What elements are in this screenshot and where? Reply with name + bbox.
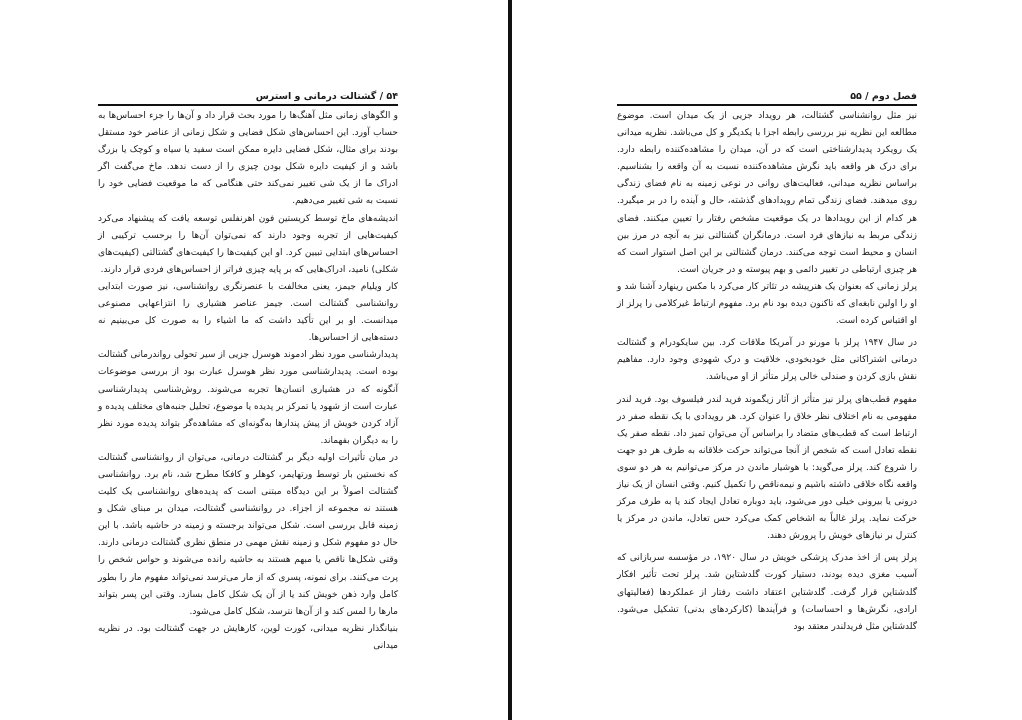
paragraph: پرلز زمانی که بعنوان یک هنرپیشه در تئاتر کار می‌کرد با مکس رینهارد آشنا شد و او را اولین نابغه‌ای که تاکنون دیده بود نام برد. مفهوم ارتباط غیرکلامی را پرلز از او اقتباس کرده است. — [617, 281, 917, 327]
paragraph: مفهوم قطب‌های پرلز نیز متأثر از آثار زیگموند فرید لندر فیلسوف بود. فرید لندر مفهومی به نام اختلاف نظر خلاق را عنوان کرد. هر رویدادی با یک نقطه صفر در ارتباط است که قطب‌های متضاد را براساس آن می‌توان تمیز داد. نقطه صفر یک نقطه تعادل است که شخص از آنجا می‌تواند حرکت خلاقانه به طرف هر دو جهت را شروع کند. پرلز می‌گوید: با هوشیار ماندن در مرکز می‌توانیم به هر دو سوی واقعه نگاه خلاقی داشته باشیم و نیمه‌ناقص را تکمیل کنیم. وقتی انسان از یک نیاز درونی یا بیرونی خیلی دور می‌شود، باید دوباره تعادل ایجاد کند یا به طرف مرکز حرکت نماید. پرلز غالباً به اشخاص کمک می‌کرد حس تعادل، ماندن در مرکز یا کنترل بر نیازهای خویش را پرورش دهند. — [617, 394, 917, 542]
paragraph: بنیانگذار نظریه میدانی، کورت لوین، کارهایش در جهت گشتالت بود. در نظریه میدانی — [98, 623, 398, 651]
right-running-head — [617, 86, 917, 104]
paragraph: پدیدارشناسی مورد نظر ادموند هوسرل جزیی از سیر تحولی رواندرمانی گشتالت بوده است. پدیدارشناسی مورد نظر هوسرل عبارت بود از بررسی موضوعات آنگونه که در هشیاری انسان‌ها تجربه می‌شوند. روش‌شناسی پدیدارشناسی عبارت است از شهود یا تمرکز بر پدیده یا موضوع، تحلیل جنبه‌های مختلف پدیده و آزاد کردن خویش از پیش پندارها به‌گونه‌ای که مشاهده‌گر بتواند پدیده مورد نظر را به دیگران بفهماند. — [98, 350, 398, 446]
right-header-text: فصل دوم / ۵۵ — [850, 91, 917, 102]
left-body-text — [98, 108, 398, 655]
paragraph: نیز مثل روانشناسی گشتالت، هر رویداد جزیی از یک میدان است. موضوع مطالعه این نظریه نیز بررسی رابطه اجزا با یکدیگر و کل می‌باشد. نظریه میدانی یک رویکرد پدیدارشناختی است که در آن، میدان را مشاهده‌کننده رابطه دارد. برای درک هر واقعه باید نگرش مشاهده‌کننده نسبت به آن واقعه را بشناسیم. براساس نظریه میدانی، فعالیت‌های روانی در نوعی زمینه به نام فضای زندگی روی میدهند. فضای زندگی تمام رویدادهای گذشته، حال و آینده را در بر میگیرد. هر کدام از این رویدادها در یک موقعیت مشخص رفتار را تعیین میکنند. فضای زندگی مربط به نیازهای فرد است. درمانگران گشتالتی نیز به آنچه در مرز بین انسان و محیط است توجه می‌کنند. درمان گشتالتی بر این اصل استوار است که هر چیزی ارتباطی در تغییر دائمی و بهم پیوسته و در جریان است. — [617, 111, 917, 275]
left-header-rule — [98, 104, 398, 106]
paragraph: کار ویلیام جیمز، یعنی مخالفت با عنصرنگری روانشناسی، نیز صورت ابتدایی روانشناسی گشتالت است. جیمز عناصر هشیاری را انتزاعهایی مصنوعی میدانست. او بر این تأکید داشت که ما اشیاء را به صورت کل می‌بینیم نه دسته‌هایی از احساس‌ها. — [98, 281, 398, 344]
right-body-text — [617, 108, 917, 636]
paragraph: و الگوهای زمانی مثل آهنگ‌ها را مورد بحث قرار داد و آن‌ها را جزء احساس‌ها به حساب آورد. این احساس‌های شکل فضایی و شکل زمانی از عناصر خود مستقل بودند برای مثال، شکل فضایی دایره ممکن است سفید یا سیاه و کوچک یا بزرگ باشد و از کیفیت دایره شکل بودن چیزی را از دست ندهد. ماخ می‌گفت اگر ادراک ما از یک شی تغییر نمی‌کند حتی هنگامی که ما موقعیت فضایی خود را نسبت به شی تغییر می‌دهیم. — [98, 111, 398, 207]
left-header-text: ۵۴ / گشتالت درمانی و استرس — [255, 91, 398, 102]
paragraph: اندیشه‌های ماخ توسط کریستین فون اهرنفلس توسعه یافت که پیشنهاد می‌کرد کیفیت‌هایی از تجربه وجود دارند که نمی‌توان آن‌ها را برحسب ترکیبی از احساس‌های ابتدایی تبیین کرد. او این کیفیت‌ها را کیفیت‌های گشتالتی (کیفیت‌های شکلی) نامید، ادراک‌هایی که بر پایه چیزی فراتر از احساس‌های فردی قرار دارند. — [98, 213, 398, 275]
right-header-rule — [617, 104, 917, 106]
paragraph: پرلز پس از اخذ مدرک پزشکی خویش در سال ۱۹۲۰، در مؤسسه سربازانی که آسیب مغزی دیده بودند، دستیار کورت گلدشتاین شد. پرلز تحت تأثیر افکار گلدشتاین قرار گرفت. گلدشتاین اعتقاد داشت رفتار از عملکردها (فعالیتهای ارادی، نگرش‌ها و احساسات) و فرآیندها (کارکردهای بدنی) تشکیل می‌شود. گلدشتاین مثل فریدلندر معتقد بود — [617, 553, 917, 632]
left-running-head — [98, 86, 398, 104]
paragraph: در میان تأثیرات اولیه دیگر بر گشتالت درمانی، می‌توان از روانشناسی گشتالت که نخستین بار توسط ورتهایمر، کوهلر و کافکا مطرح شد، نام برد. روانشناسی گشتالت اصولاً بر این دیدگاه مبتنی است که پدیده‌های روانشناسی یک کلیت هستند نه مجموعه از اجزاء. در روانشناسی گشتالت، میدان بر مبنای شکل و زمینه قابل بررسی است. شکل می‌تواند برجسته و زمینه در حاشیه باشد. با این حال دو مفهوم شکل و زمینه نقش مهمی در منطق نظری گشتالت درمانی دارند. وقتی شکل‌ها ناقص یا مبهم هستند به حاشیه رانده می‌شوند و حواس شخص را پرت می‌کنند. برای نمونه، پسری که از مار می‌ترسد نمی‌تواند مفهوم مار را بطور کامل وارد ذهن خویش کند یا از آن یک شکل کامل بسازد. وقتی این پسر بتواند مارها را لمس کند و از آن‌ها نترسد، شکل کامل می‌شود. — [98, 452, 398, 617]
paragraph: در سال ۱۹۴۷ پرلز با مورنو در آمریکا ملاقات کرد. بین سایکودرام و گشتالت درمانی اشتراکاتی مثل خودبخودی، خلاقیت و درک شهودی وجود دارد. مفاهیم نقش بازی کردن و صندلی خالی پرلز متأثر از او می‌باشد. — [617, 338, 917, 383]
right-page — [512, 0, 1022, 720]
left-page — [0, 0, 508, 720]
